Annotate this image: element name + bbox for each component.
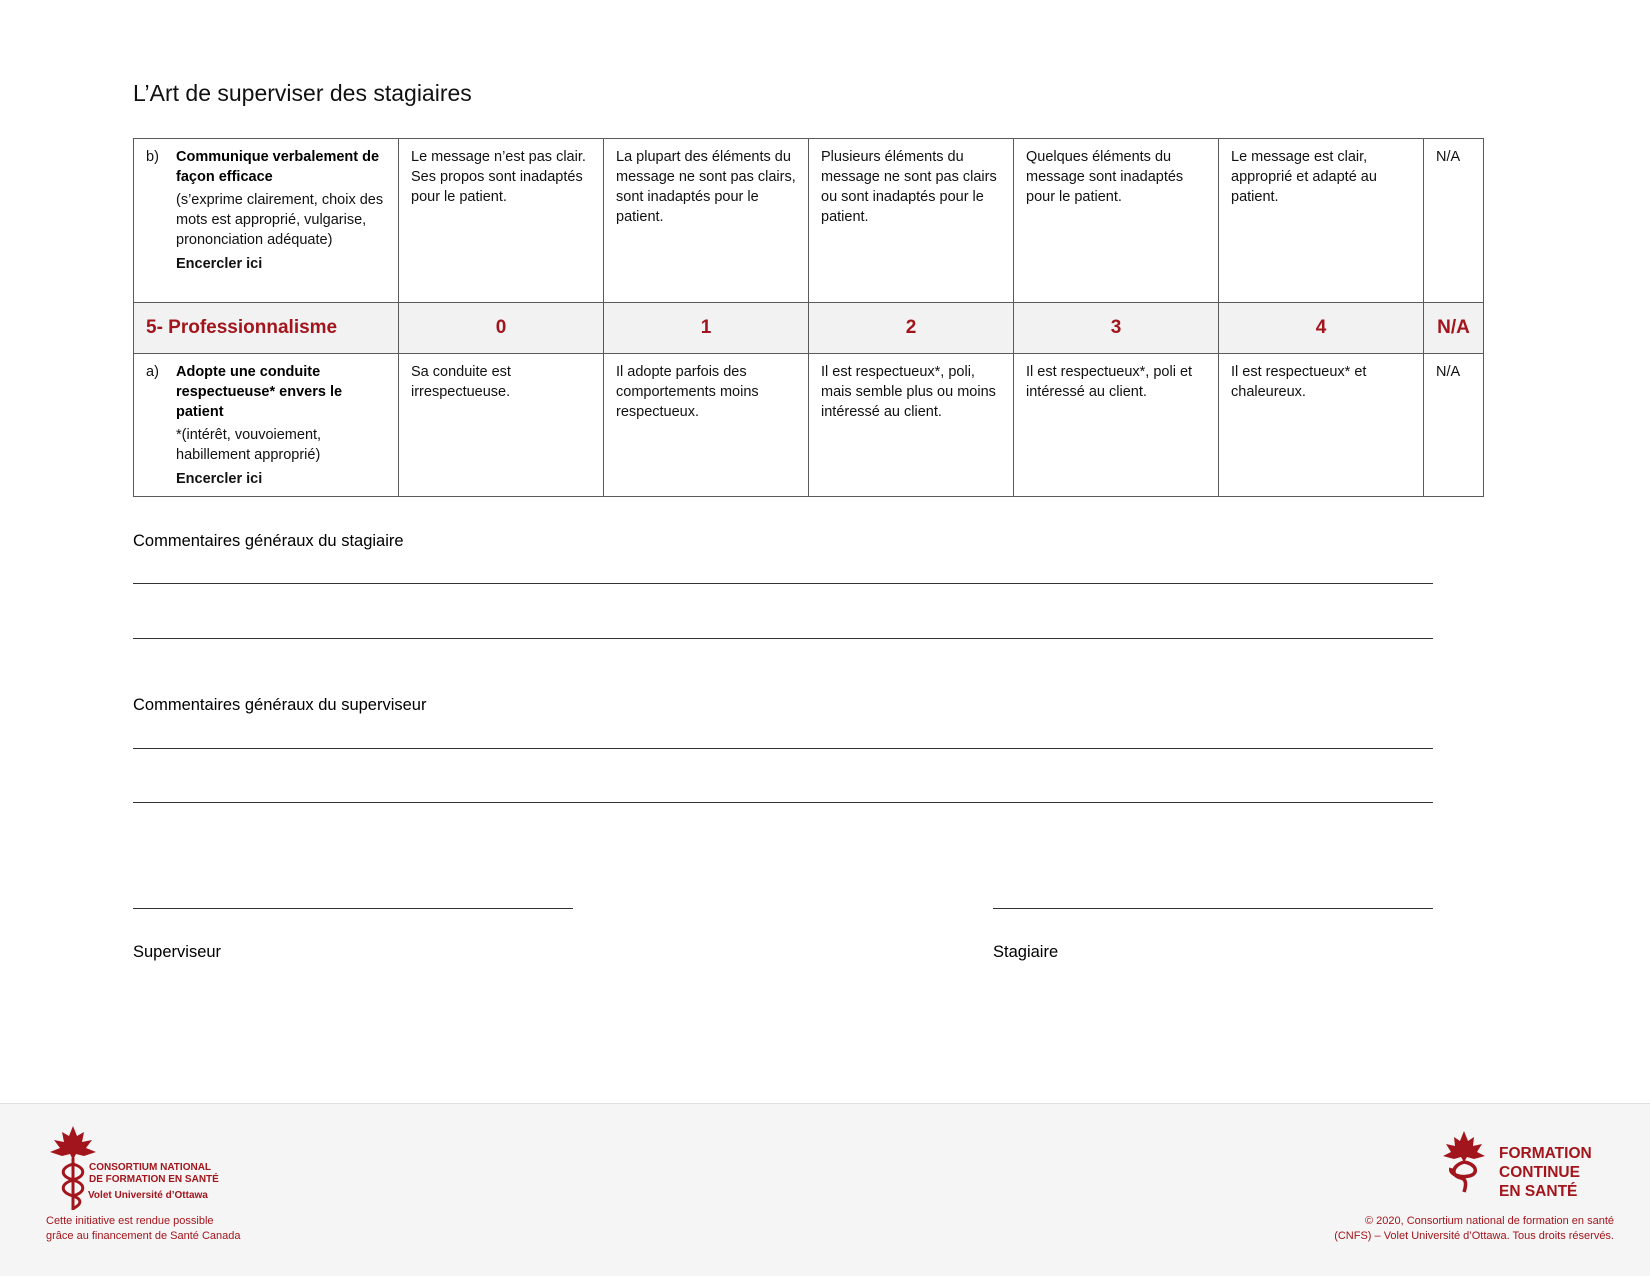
level-1-description[interactable]: La plupart des éléments du message ne sont pas clairs, sont inadaptés pour le patient.: [604, 139, 809, 303]
maple-leaf-loop-icon: [1441, 1130, 1487, 1194]
score-na: N/A: [1424, 303, 1484, 354]
criterion-cell: [134, 354, 399, 497]
funding-notice: Cette initiative est rendue possible grâce au financement de Santé Canada: [46, 1215, 241, 1242]
trainee-signature-line[interactable]: [993, 908, 1433, 909]
supervisor-comment-line-1[interactable]: [133, 748, 1433, 749]
level-2-description[interactable]: Il est respectueux*, poli, mais semble plus ou moins intéressé au client.: [809, 354, 1014, 497]
level-3-description[interactable]: Il est respectueux*, poli et intéressé au client.: [1014, 354, 1219, 497]
section-header-row: [134, 303, 1484, 354]
criterion-letter: a): [146, 364, 159, 380]
evaluation-rubric-table: [133, 138, 1484, 497]
criterion-cell: [134, 139, 399, 303]
level-1-description[interactable]: Il adopte parfois des comportements moins respectueux.: [604, 354, 809, 497]
supervisor-signature-label: Superviseur: [133, 943, 222, 961]
score-1: 1: [604, 303, 809, 354]
circle-here-label: Encercler ici: [176, 256, 263, 272]
level-3-description[interactable]: Quelques éléments du message sont inadaptés pour le patient.: [1014, 139, 1219, 303]
criterion-note: *(intérêt, vouvoiement, habillement approprié): [176, 427, 322, 463]
score-4: 4: [1219, 303, 1424, 354]
score-0: 0: [399, 303, 604, 354]
level-0-description[interactable]: Sa conduite est irrespectueuse.: [399, 354, 604, 497]
level-na[interactable]: N/A: [1424, 354, 1484, 497]
criterion-letter: b): [146, 149, 159, 165]
criterion-title: Communique verbalement de façon efficace: [176, 149, 380, 185]
rubric-row-a: [134, 354, 1484, 497]
supervisor-signature-line[interactable]: [133, 908, 573, 909]
circle-here-label: Encercler ici: [176, 471, 263, 487]
supervisor-comment-line-2[interactable]: [133, 802, 1433, 803]
cnfs-name: CONSORTIUM NATIONAL DE FORMATION EN SANTÉ: [89, 1162, 219, 1185]
trainee-comment-line-1[interactable]: [133, 583, 1433, 584]
copyright-notice: © 2020, Consortium national de formation en santé (CNFS) – Volet Université d’Ottawa. Tous droits réservés.: [1334, 1215, 1614, 1242]
criterion-note: (s’exprime clairement, choix des mots est approprié, vulgarise, prononciation adéquate): [176, 192, 384, 248]
trainee-comments-label: Commentaires généraux du stagiaire: [133, 532, 404, 550]
document-title: L’Art de superviser des stagiaires: [133, 80, 472, 106]
rubric-row-b: [134, 139, 1484, 303]
criterion-title: Adopte une conduite respectueuse* envers le patient: [176, 364, 343, 420]
section-title: 5- Professionnalisme: [134, 303, 399, 354]
level-4-description[interactable]: Il est respectueux* et chaleureux.: [1219, 354, 1424, 497]
cnfs-subtitle: Volet Université d’Ottawa: [88, 1190, 208, 1201]
score-2: 2: [809, 303, 1014, 354]
level-na[interactable]: N/A: [1424, 139, 1484, 303]
level-0-description[interactable]: Le message n’est pas clair. Ses propos sont inadaptés pour le patient.: [399, 139, 604, 303]
supervisor-comments-label: Commentaires généraux du superviseur: [133, 696, 427, 714]
fcs-name: FORMATION CONTINUE EN SANTÉ: [1499, 1145, 1592, 1200]
trainee-comment-line-2[interactable]: [133, 638, 1433, 639]
score-3: 3: [1014, 303, 1219, 354]
level-4-description[interactable]: Le message est clair, approprié et adapté au patient.: [1219, 139, 1424, 303]
page-footer: [0, 1103, 1650, 1276]
trainee-signature-label: Stagiaire: [993, 943, 1059, 961]
level-2-description[interactable]: Plusieurs éléments du message ne sont pas clairs ou sont inadaptés pour le patient.: [809, 139, 1014, 303]
